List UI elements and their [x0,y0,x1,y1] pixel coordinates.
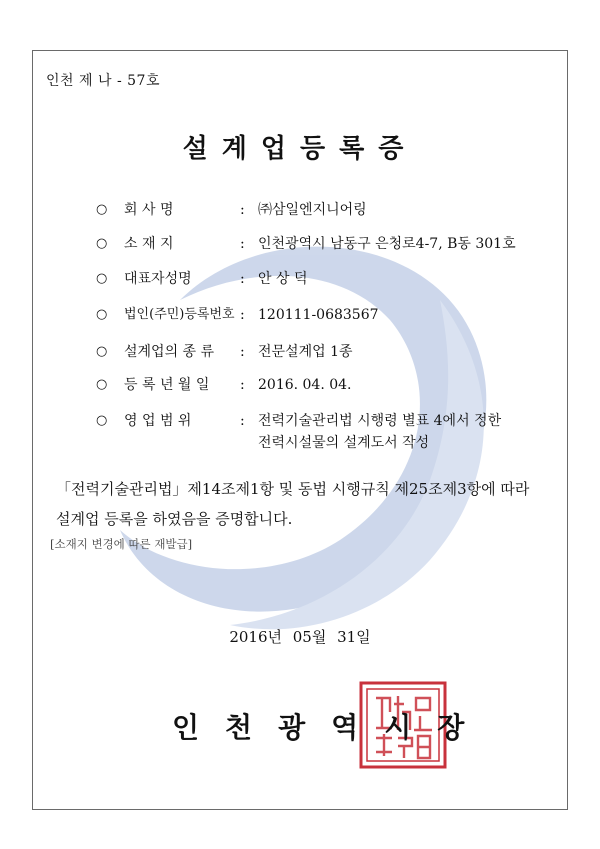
bullet-icon: ○ [96,271,108,286]
certification-text-line1: 「전력기술관리법」제14조제1항 및 동법 시행규칙 제25조제3항에 따라 [56,480,530,498]
field-value: 2016. 04. 04. [258,377,352,393]
bullet-icon: ○ [96,202,108,217]
colon: : [240,202,245,218]
certificate-title: 설계업등록증 [182,134,418,164]
bullet-icon: ○ [96,236,108,251]
bullet-icon: ○ [96,413,108,428]
colon: : [240,344,245,360]
field-value: 전문설계업 1종 [258,344,353,360]
field-value: 인천광역시 남동구 은청로4-7, B동 301호 [258,236,516,252]
bullet-icon: ○ [96,377,108,392]
field-label: 대표자성명 [124,271,192,287]
colon: : [240,236,245,252]
issue-date: 2016년 05월 31일 [229,628,371,646]
bullet-icon: ○ [96,344,108,359]
reissue-note: [소재지 변경에 따른 재발급] [50,537,193,551]
field-value-line2: 전력시설물의 설계도서 작성 [258,435,430,451]
field-label: 회 사 명 [124,202,174,218]
field-value: 전력기술관리법 시행령 별표 4에서 정한 [258,413,502,429]
bullet-icon: ○ [96,307,108,322]
field-value: 안 상 덕 [258,271,308,287]
field-label: 등 록 년 월 일 [124,377,210,393]
field-label: 소 재 지 [124,236,174,252]
field-label: 법인(주민)등록번호 [124,307,235,322]
field-value: ㈜삼일엔지니어링 [258,202,367,218]
field-label: 영 업 범 위 [124,413,192,429]
colon: : [240,377,245,393]
document-number: 인천 제 나 - 57호 [46,73,160,89]
colon: : [240,413,245,429]
field-label: 설계업의 종 류 [124,344,215,360]
certification-text-line2: 설계업 등록을 하였음을 증명합니다. [56,510,293,528]
colon: : [240,307,245,323]
issuer-name: 인천광역시장 [172,711,491,744]
colon: : [240,271,245,287]
field-value: 120111-0683567 [258,307,379,323]
